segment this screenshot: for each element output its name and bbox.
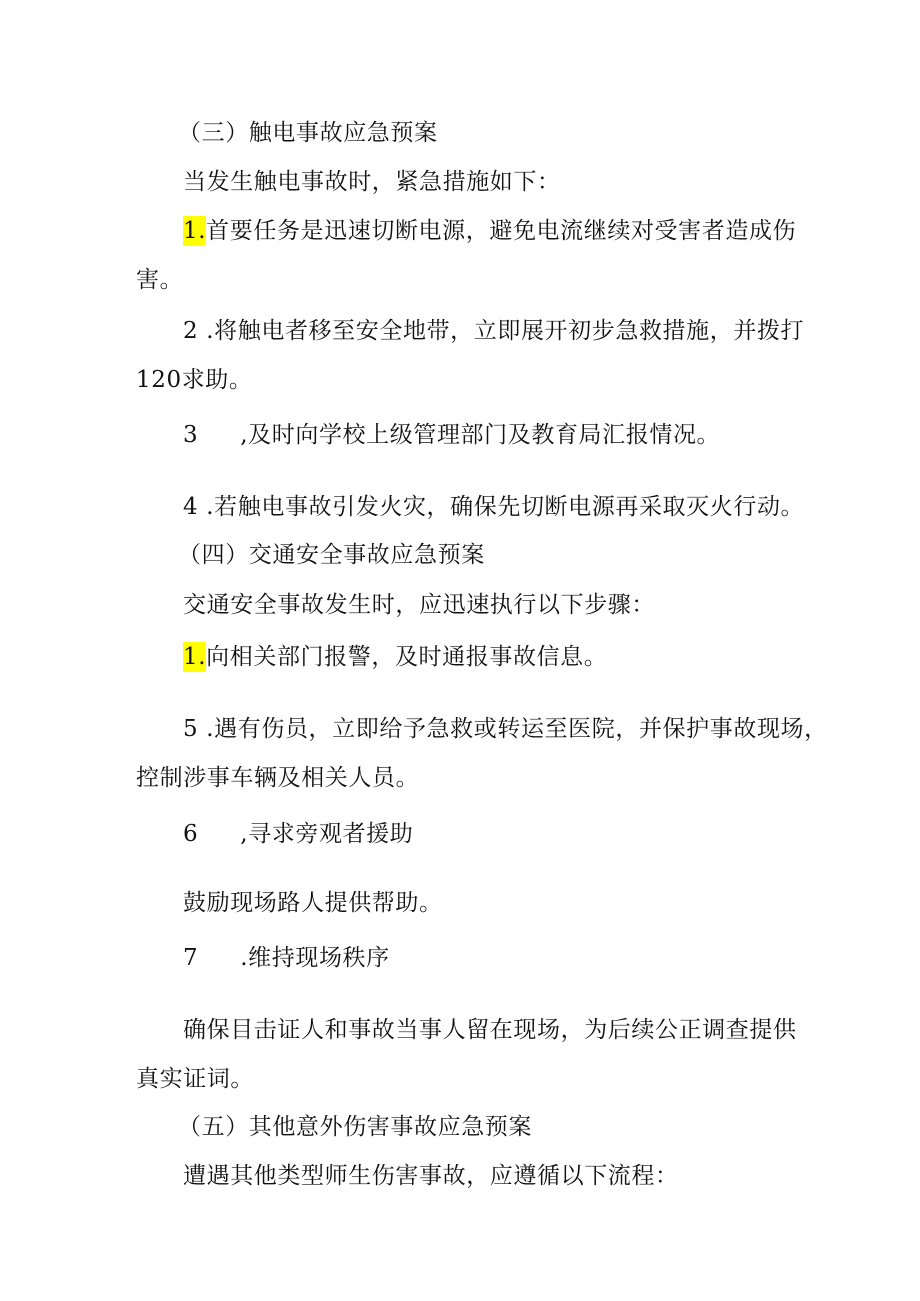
list-item-7: [183, 943, 390, 973]
list-item-2: [183, 316, 804, 346]
list-item-2-continuation: [136, 365, 253, 395]
list-item-6-detail: [183, 888, 443, 918]
list-item-5-continuation: [136, 763, 419, 793]
item-number: 7: [183, 945, 199, 971]
heading-text: （四）交通安全事故应急预案: [178, 542, 485, 568]
item-text: .若触电事故引发火灾，确保先切断电源再采取灭火行动。: [206, 494, 805, 520]
item-number: 6: [183, 821, 199, 847]
intro-text: 交通安全事故发生时，应迅速执行以下步骤：: [183, 592, 655, 618]
item-text: 向相关部门报警，及时通报事故信息。: [206, 644, 608, 670]
intro-text: 当发生触电事故时，紧急措施如下：: [183, 169, 561, 195]
item-text: 控制涉事车辆及相关人员。: [136, 765, 420, 791]
item-text: 鼓励现场路人提供帮助。: [183, 890, 443, 916]
list-item-4: [183, 492, 804, 522]
item-text: 确保目击证人和事故当事人留在现场，为后续公正调查提供: [183, 1017, 797, 1043]
item-number: 3: [183, 422, 199, 448]
list-item-1-traffic: [183, 642, 607, 672]
highlighted-number: 1.: [183, 644, 207, 670]
section-heading-electric-shock: [178, 118, 438, 148]
paragraph-intro-other-injury: [183, 1161, 679, 1191]
highlighted-number: 1.: [183, 218, 207, 244]
item-text: 120求助。: [136, 367, 253, 393]
item-text: 真实证词。: [136, 1066, 254, 1092]
item-text: .遇有伤员，立即给予急救或转运至医院，并保护事故现场，: [206, 716, 828, 742]
item-text: .维持现场秩序: [240, 945, 390, 971]
list-item-5: [183, 714, 828, 744]
heading-text: （五）其他意外伤害事故应急预案: [178, 1114, 532, 1140]
item-text: .将触电者移至安全地带，立即展开初步急救措施，并拨打: [206, 318, 805, 344]
list-item-1: [183, 216, 796, 246]
item-number: 4: [183, 494, 199, 520]
paragraph-intro-traffic: [183, 590, 655, 620]
item-text: 害。: [136, 267, 184, 293]
list-item-7-detail: [183, 1015, 797, 1045]
section-heading-other-injury: [178, 1112, 532, 1142]
item-text: ,及时向学校上级管理部门及教育局汇报情况。: [240, 422, 721, 448]
heading-text: （三）触电事故应急预案: [178, 120, 438, 146]
list-item-3: [183, 420, 720, 450]
item-text: 首要任务是迅速切断电源，避免电流继续对受害者造成伤: [206, 218, 797, 244]
list-item-6: [183, 819, 413, 849]
item-text: ,寻求旁观者援助: [240, 821, 414, 847]
intro-text: 遭遇其他类型师生伤害事故，应遵循以下流程：: [183, 1163, 679, 1189]
paragraph-intro-electric-shock: [183, 167, 561, 197]
list-item-7-detail-continuation: [136, 1064, 254, 1094]
item-number: 5: [183, 716, 199, 742]
item-number: 2: [183, 318, 199, 344]
list-item-1-continuation: [136, 265, 183, 295]
section-heading-traffic: [178, 540, 485, 570]
